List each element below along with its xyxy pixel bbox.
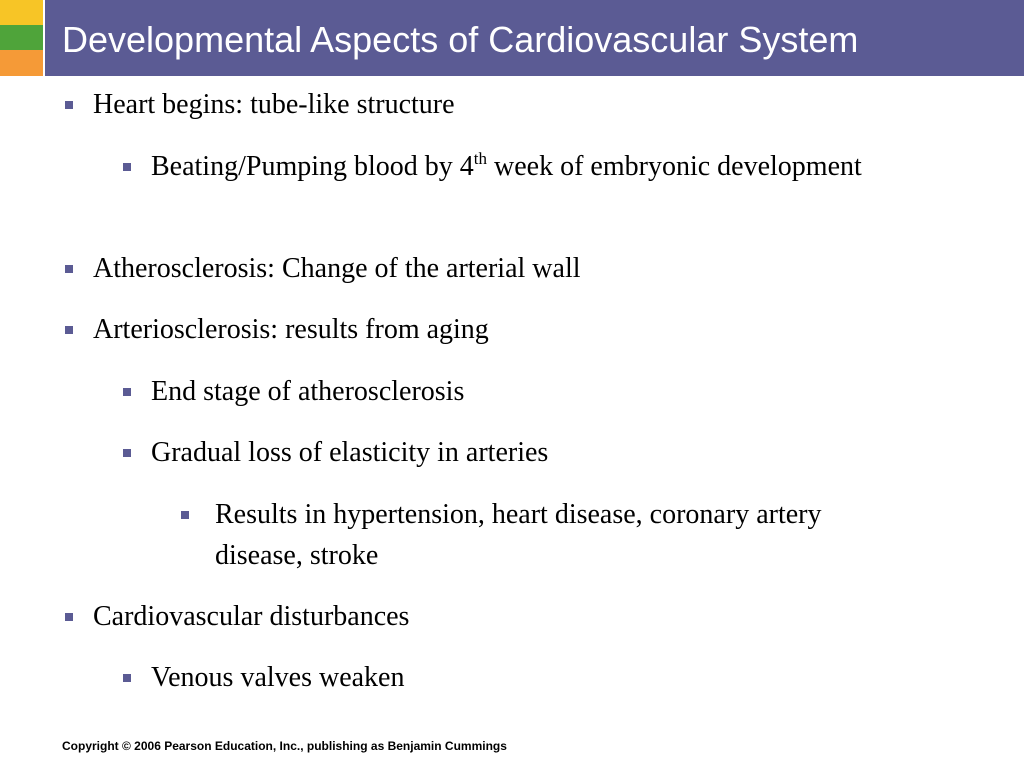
ordinal-superscript: th [473,149,488,168]
square-bullet-icon [123,449,131,457]
accent-divider [43,0,45,76]
square-bullet-icon [123,674,131,682]
square-bullet-icon [123,388,131,396]
bullet-text: Venous valves weaken [151,662,405,693]
bullet-text: Results in hypertension, heart disease, coronary artery disease, stroke [215,499,822,571]
bullet-text: Atherosclerosis: Change of the arterial wall [93,253,581,284]
title-bar [0,0,1024,76]
bullet-item-beating-pumping [151,146,871,187]
bullet-text: Gradual loss of elasticity in arteries [151,437,549,468]
accent-yellow-block [0,0,43,25]
bullet-text: Cardiovascular disturbances [93,601,410,632]
bullet-text: Arteriosclerosis: results from aging [93,314,489,345]
bullet-item-cardiovascular-disturbances [93,596,973,637]
accent-green-block [0,25,43,50]
bullet-item-venous-valves [151,657,971,698]
slide-title: Developmental Aspects of Cardiovascular System [62,19,859,60]
square-bullet-icon [65,101,73,109]
square-bullet-icon [65,265,73,273]
square-bullet-icon [181,511,189,519]
bullet-text: End stage of atherosclerosis [151,376,465,407]
square-bullet-icon [123,163,131,171]
bullet-text [151,146,871,187]
square-bullet-icon [65,613,73,621]
square-bullet-icon [65,326,73,334]
copyright-footer: Copyright © 2006 Pearson Education, Inc., publishing as Benjamin Cummings [62,739,507,753]
bullet-item-heart-begins [93,84,973,125]
bullet-item-results-in [215,494,895,576]
bullet-item-gradual-loss [151,432,971,473]
bullet-text-after: week of embryonic development [487,151,862,182]
bullet-item-end-stage [151,371,971,412]
bullet-text-before: Beating/Pumping blood by 4 [151,151,474,182]
bullet-item-arteriosclerosis [93,309,973,350]
accent-orange-block [0,50,43,76]
bullet-text: Heart begins: tube-like structure [93,89,455,120]
bullet-item-atherosclerosis [93,248,973,289]
